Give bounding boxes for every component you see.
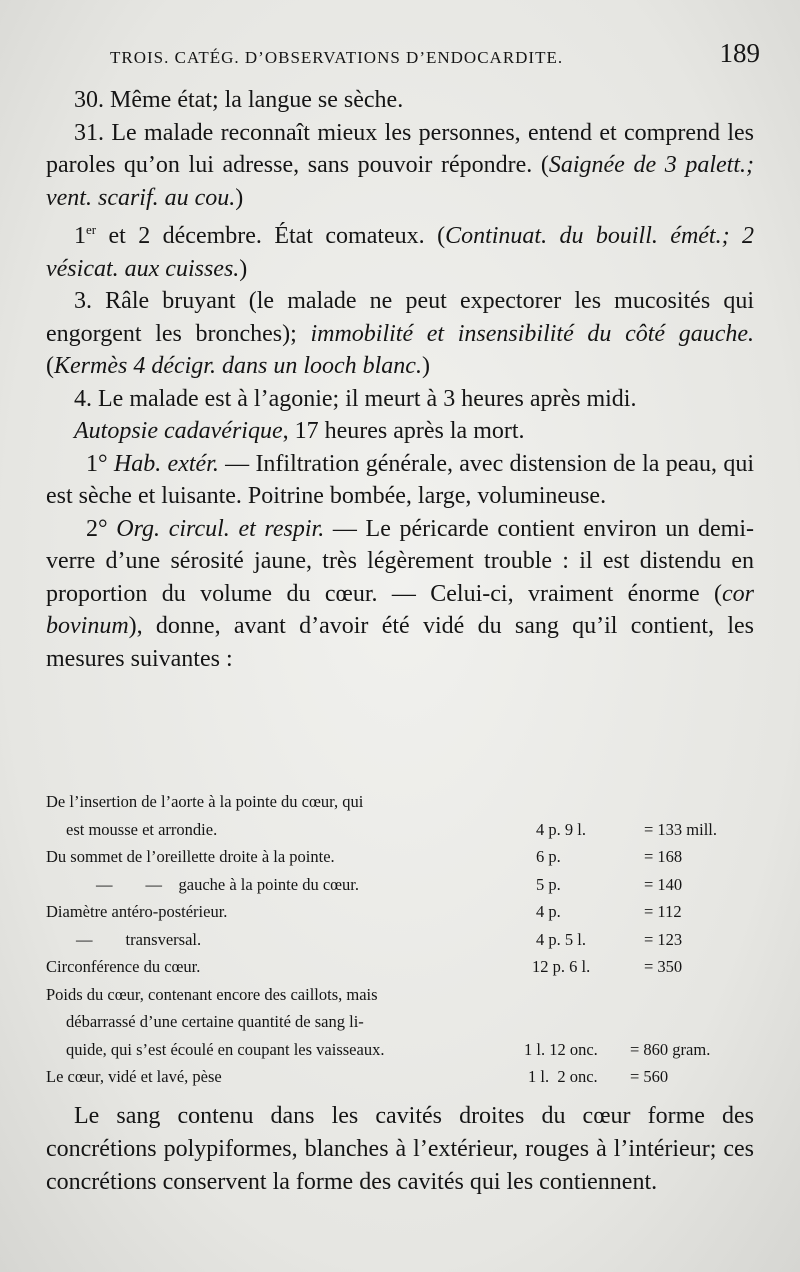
table-row: est mousse et arrondie. 4 p. 9 l. = 133 mill. (66, 819, 718, 839)
table-row: Poids du cœur, contenant encore des caillots, mais (46, 984, 378, 1004)
entry-3: 3. Râle bruyant (le malade ne peut expectorer les mucosités qui engorgent les bronches); immobilité et insensibilité du côté gauche. (Kermès 4 décigr. dans un looch blanc.) (46, 288, 754, 379)
page-number: 189 (719, 38, 760, 68)
organes-paragraph: 2° Org. circul. et respir. — Le péricarde contient environ un demi-verre d’une sérosité jaune, très légèrement trouble : il est distendu en proportion du volume du cœur. — Celui-ci, vraiment énorme (cor bovinum), donne, avant d’avoir été vidé du sang qu’il contient, les mesures suivantes : (46, 515, 754, 672)
entry-december: 1er et 2 décembre. État comateux. (Continuat. du bouill. émét.; 2 vésicat. aux cuisses.) (46, 222, 754, 282)
entry-4: 4. Le malade est à l’agonie; il meurt à 3 heures après midi. (74, 385, 637, 412)
table-row: Du sommet de l’oreillette droite à la pointe. 6 p. = 168 (46, 847, 683, 866)
entry-30: 30. Même état; la langue se sèche. (74, 87, 404, 113)
observation-text (46, 84, 754, 675)
table-row: De l’insertion de l’aorte à la pointe du cœur, qui (46, 792, 364, 811)
closing-paragraph: Le sang contenu dans les cavités droites du cœur forme des concrétions polypiformes, blanches à l’extérieur, rouges à l’intérieur; ces concrétions conservent la forme des cavités qui les contiennent. (46, 1103, 754, 1195)
table-row: Le cœur, vidé et lavé, pèse 1 l. 2 onc. = 560 (46, 1067, 669, 1086)
table-row: quide, qui s’est écoulé en coupant les vaisseaux. 1 l. 12 onc. = 860 gram. (66, 1039, 711, 1059)
table-row: — transversal. 4 p. 5 l. = 123 (76, 929, 683, 949)
entry-31: 31. Le malade reconnaît mieux les personnes, entend et comprend les paroles qu’on lui adresse, sans pouvoir répondre. (Saignée de 3 palett.; vent. scarif. au cou.) (46, 119, 754, 211)
table-row: — — gauche à la pointe du cœur. 5 p. = 140 (96, 874, 683, 894)
habitus-paragraph: 1° Hab. extér. — Infiltration générale, avec distension de la peau, qui est sèche et luisante. Poitrine bombée, large, volumineuse. (46, 450, 754, 509)
heart-measurements-table (46, 788, 754, 1091)
autopsie-heading: Autopsie cadavérique, 17 heures après la mort. (74, 418, 525, 444)
table-row: débarrassé d’une certaine quantité de sang li- (66, 1012, 364, 1031)
header-title: TROIS. CATÉG. D’OBSERVATIONS D’ENDOCARDITE. (110, 48, 564, 67)
table-row: Diamètre antéro-postérieur. 4 p. = 112 (46, 902, 682, 921)
table-row: Circonférence du cœur. 12 p. 6 l. = 350 (46, 957, 683, 976)
